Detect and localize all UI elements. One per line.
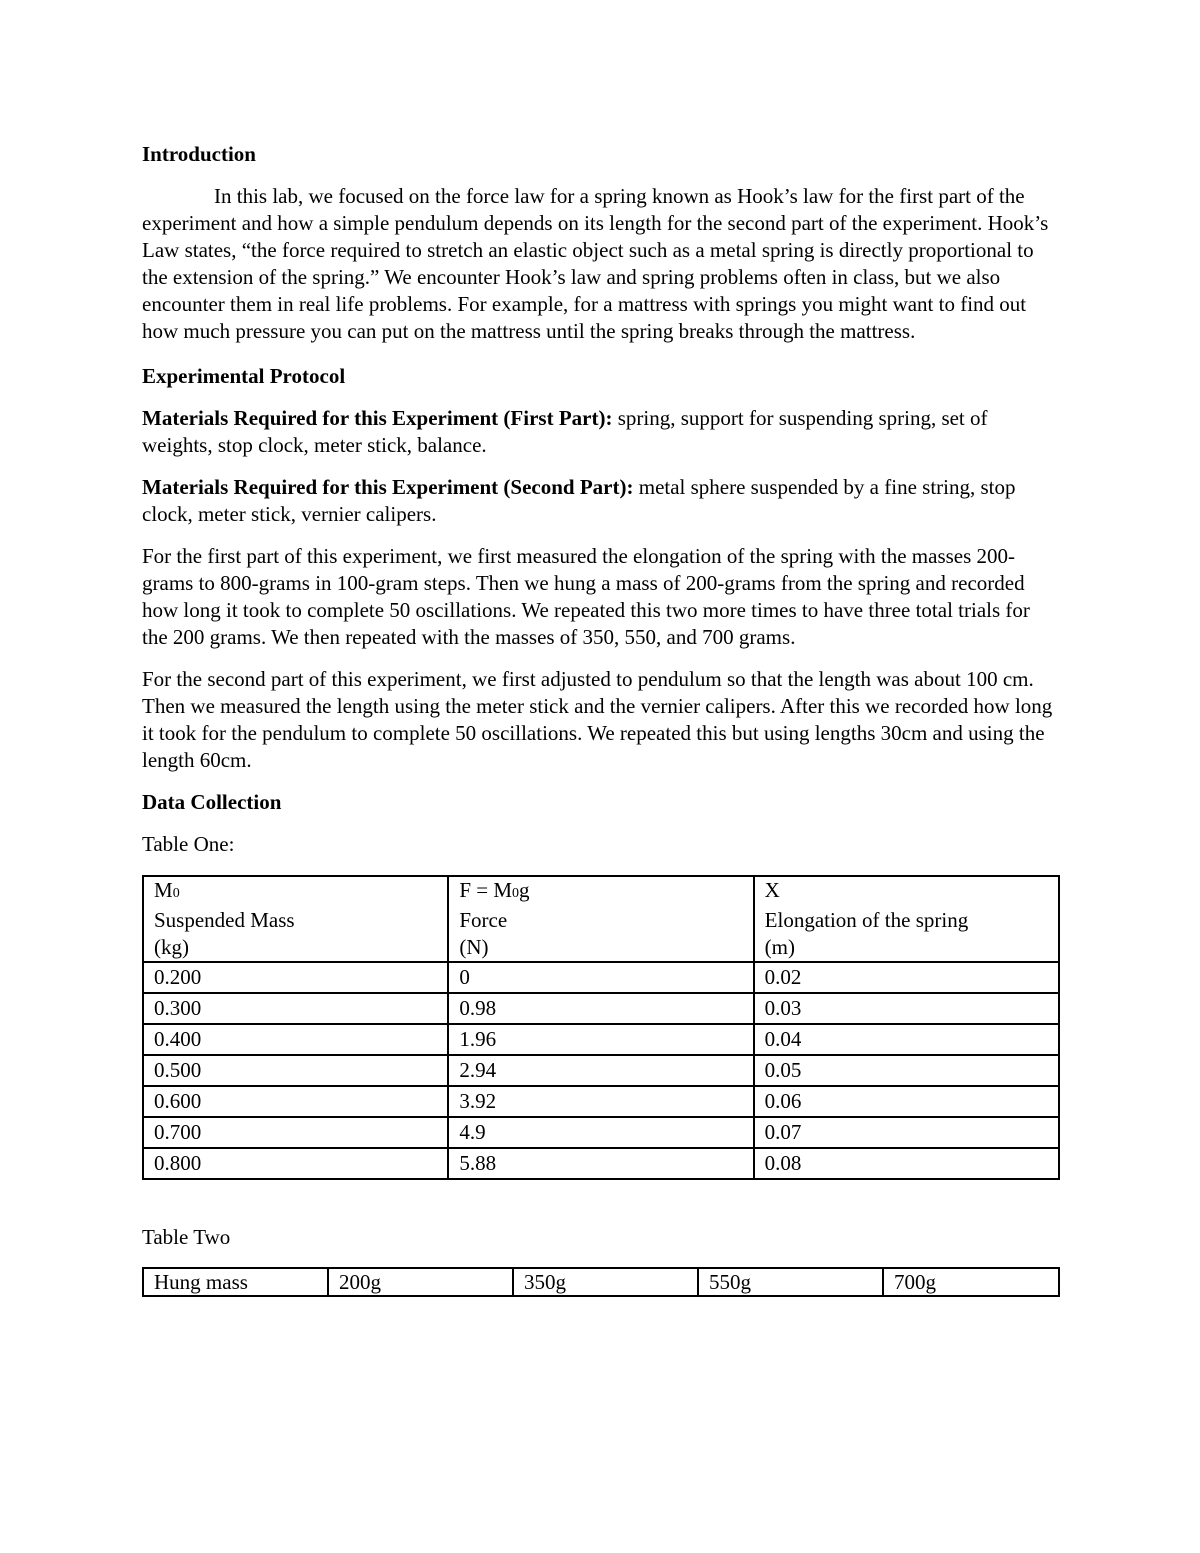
table-cell: 0.500 xyxy=(143,1055,448,1086)
table-cell: 0.06 xyxy=(754,1086,1059,1117)
header-unit: (m) xyxy=(764,935,795,959)
procedure-first-paragraph: For the first part of this experiment, we first measured the elongation of the spring with the masses 200-grams to 800-grams in 100-gram steps. Then we hung a mass of 200-grams from the spring and recorded how long it took to complete 50 oscillations. We repeated this two more times to have three total trials for the 200 grams. We then repeated with the masses of 350, 550, and 700 grams. xyxy=(142,544,1030,649)
materials-second-part xyxy=(142,474,1060,528)
table-cell: 3.92 xyxy=(448,1086,753,1117)
table-cell: 5.88 xyxy=(448,1148,753,1179)
introduction-heading: Introduction xyxy=(142,142,256,166)
table-cell: 550g xyxy=(698,1268,883,1296)
materials-second-label: Materials Required for this Experiment (Second Part): xyxy=(142,475,634,499)
materials-first-part xyxy=(142,405,1060,459)
procedure-second-paragraph: For the second part of this experiment, we first adjusted to pendulum so that the length was about 100 cm. Then we measured the length using the meter stick and the vernier calipers. After this we recorded how long it took for the pendulum to complete 50 oscillations. We repeated this but using lengths 30cm and using the length 60cm. xyxy=(142,667,1053,772)
table-row xyxy=(143,993,1059,1024)
protocol-heading: Experimental Protocol xyxy=(142,364,346,388)
introduction-paragraph: In this lab, we focused on the force law for a spring known as Hook’s law for the first part of the experiment and how a simple pendulum depends on its length for the second part of the experiment. Hook’s Law states, “the force required to stretch an elastic object such as a metal spring is directly proportional to the extension of the spring.” We encounter Hook’s law and spring problems often in class, but we also encounter them in real life problems. For example, for a mattress with springs you might want to find out how much pressure you can put on the mattress until the spring breaks through the mattress. xyxy=(142,184,1049,343)
header-subscript: 0 xyxy=(512,886,520,901)
table-cell: 0.700 xyxy=(143,1117,448,1148)
table-cell: 0 xyxy=(448,962,753,993)
table-two xyxy=(142,1267,1060,1297)
table-cell: 0.02 xyxy=(754,962,1059,993)
table-cell: 200g xyxy=(328,1268,513,1296)
table-cell: 0.600 xyxy=(143,1086,448,1117)
header-unit: (kg) xyxy=(154,935,189,959)
table-cell: 0.07 xyxy=(754,1117,1059,1148)
table-cell: 0.98 xyxy=(448,993,753,1024)
table-cell: 0.800 xyxy=(143,1148,448,1179)
materials-first-text: spring, support for suspending spring, set of weights, stop clock, meter stick, balance. xyxy=(142,406,988,457)
table-cell: 1.96 xyxy=(448,1024,753,1055)
table-row xyxy=(143,962,1059,993)
table-cell: Hung mass xyxy=(143,1268,328,1296)
table-header-cell xyxy=(754,876,1059,962)
table-header-cell xyxy=(448,876,753,962)
table-one-header-row xyxy=(143,876,1059,962)
header-symbol: F = M xyxy=(459,878,513,902)
table-row xyxy=(143,1086,1059,1117)
table-cell: 0.400 xyxy=(143,1024,448,1055)
table-cell: 0.03 xyxy=(754,993,1059,1024)
table-row xyxy=(143,1148,1059,1179)
header-name: Force xyxy=(459,908,508,932)
table-one-label: Table One: xyxy=(142,832,235,856)
table-one xyxy=(142,875,1060,1180)
header-suffix: g xyxy=(519,878,530,902)
table-cell: 2.94 xyxy=(448,1055,753,1086)
header-name: Suspended Mass xyxy=(154,908,295,932)
header-unit: (N) xyxy=(459,935,489,959)
table-cell: 0.08 xyxy=(754,1148,1059,1179)
header-name: Elongation of the spring xyxy=(764,908,969,932)
table-cell: 700g xyxy=(883,1268,1059,1296)
table-row xyxy=(143,1055,1059,1086)
materials-second-text: metal sphere suspended by a fine string, stop clock, meter stick, vernier calipers. xyxy=(142,475,1016,526)
table-row xyxy=(143,1117,1059,1148)
table-cell: 4.9 xyxy=(448,1117,753,1148)
table-two-label: Table Two xyxy=(142,1225,231,1249)
header-symbol: M xyxy=(154,878,173,902)
table-row xyxy=(143,1268,1059,1296)
table-cell: 0.05 xyxy=(754,1055,1059,1086)
header-subscript: 0 xyxy=(172,886,180,901)
table-cell: 0.200 xyxy=(143,962,448,993)
document-page xyxy=(142,141,1060,1297)
table-header-cell xyxy=(143,876,448,962)
table-row xyxy=(143,1024,1059,1055)
data-collection-heading: Data Collection xyxy=(142,790,282,814)
materials-first-label: Materials Required for this Experiment (First Part): xyxy=(142,406,613,430)
header-symbol: X xyxy=(764,878,780,902)
table-cell: 0.300 xyxy=(143,993,448,1024)
table-cell: 350g xyxy=(513,1268,698,1296)
table-cell: 0.04 xyxy=(754,1024,1059,1055)
